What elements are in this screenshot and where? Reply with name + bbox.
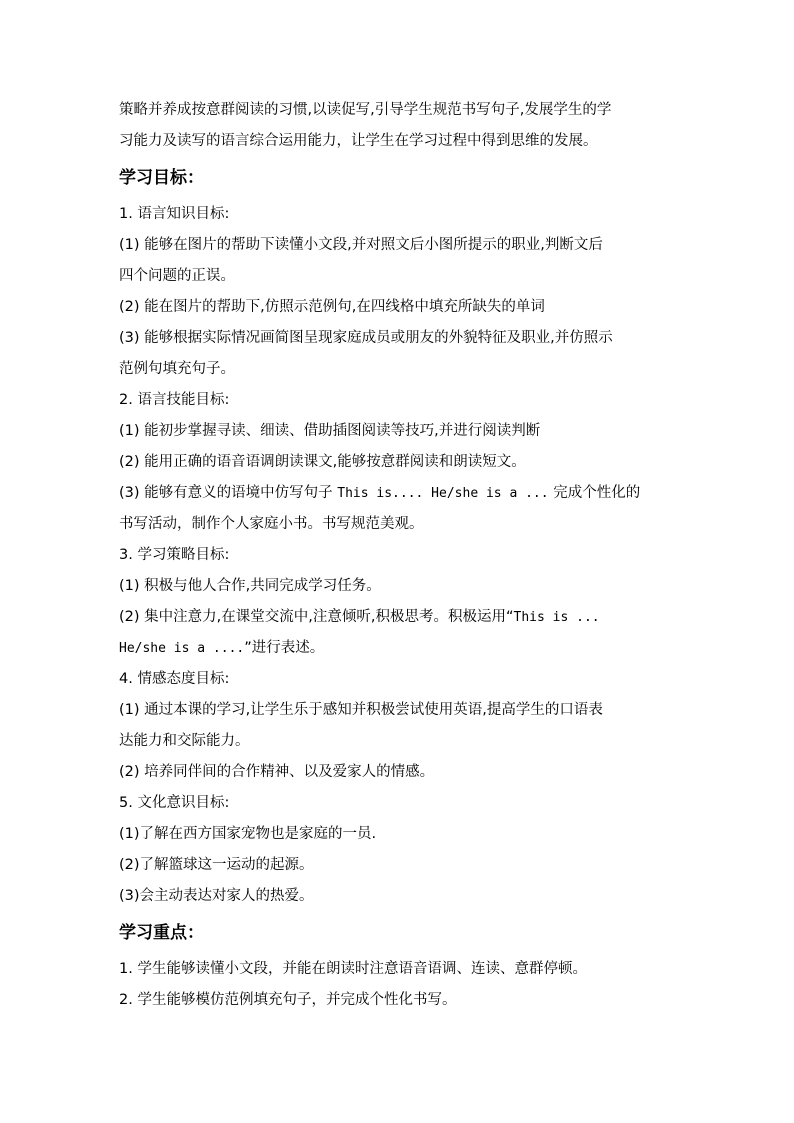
culture-item-2: (2)了解篮球这一运动的起源。: [119, 857, 314, 873]
attitude-item-1-line-1: (1) 通过本课的学习,让学生乐于感知并积极尝试使用英语,提高学生的口语表: [119, 702, 603, 718]
skills-item-3-post: 完成个性化的: [548, 485, 641, 501]
objectives-heading: 学习目标：: [119, 168, 204, 188]
strategy-item-2-line-2: [119, 633, 679, 664]
skills-item-1: (1) 能初步掌握寻读、细读、借助插图阅读等技巧,并进行阅读判断: [119, 423, 541, 439]
strategy-item-2-english: This is ...: [513, 610, 600, 625]
skills-item-3-line-1: [119, 478, 679, 509]
skills-item-3-english: This is.... He/she is a ...: [337, 486, 549, 501]
skills-item-3-pre: (3) 能够有意义的语境中仿写句子: [119, 485, 338, 501]
skills-item-2: (2) 能用正确的语音语调朗读课文,能够按意群阅读和朗读短文。: [119, 454, 526, 470]
knowledge-item-3-line-1: (3) 能够根据实际情况画简图呈现家庭成员或朋友的外貌特征及职业,并仿照示: [119, 330, 613, 346]
skills-item-3-line-2: 书写活动，制作个人家庭小书。书写规范美观。: [119, 516, 424, 532]
knowledge-item-3-line-2: 范例句填充句子。: [119, 361, 235, 377]
strategy-item-1: (1) 积极与他人合作,共同完成学习任务。: [119, 578, 381, 594]
intro-line-2: 习能力及读写的语言综合运用能力，让学生在学习过程中得到思维的发展。: [119, 133, 598, 149]
keypoints-item-2: 2. 学生能够模仿范例填充句子，并完成个性化书写。: [119, 992, 457, 1008]
culture-item-3: (3)会主动表达对家人的热爱。: [119, 888, 314, 904]
attitude-title: 4. 情感态度目标:: [119, 671, 230, 687]
culture-item-1: (1)了解在西方国家宠物也是家庭的一员.: [119, 826, 377, 842]
knowledge-title: 1. 语言知识目标:: [119, 206, 230, 222]
keypoints-item-1: 1. 学生能够读懂小文段，并能在朗读时注意语音语调、连读、意群停顿。: [119, 961, 587, 977]
knowledge-item-1-line-2: 四个问题的正误。: [119, 268, 235, 284]
culture-title: 5. 文化意识目标:: [119, 795, 230, 811]
strategy-item-2-line-1: [119, 602, 679, 633]
skills-title: 2. 语言技能目标:: [119, 392, 230, 408]
strategy-item-2-line-2-english: He/she is a ....: [119, 641, 245, 656]
strategy-item-2-line-2-post: ”进行表述。: [244, 640, 325, 656]
keypoints-heading: 学习重点：: [119, 923, 204, 943]
knowledge-item-1-line-1: (1) 能够在图片的帮助下读懂小文段,并对照文后小图所提示的职业,判断文后: [119, 237, 603, 253]
document-page: [119, 95, 679, 1016]
intro-line-1: 策略并养成按意群阅读的习惯,以读促写,引导学生规范书写句子,发展学生的学: [119, 102, 612, 118]
attitude-item-2: (2) 培养同伴间的合作精神、以及爱家人的情感。: [119, 764, 435, 780]
attitude-item-1-line-2: 达能力和交际能力。: [119, 733, 250, 749]
strategy-title: 3. 学习策略目标:: [119, 547, 230, 563]
knowledge-item-2: (2) 能在图片的帮助下,仿照示范例句,在四线格中填充所缺失的单词: [119, 299, 545, 315]
strategy-item-2-pre: (2) 集中注意力,在课堂交流中,注意倾听,积极思考。积极运用“: [119, 609, 514, 625]
